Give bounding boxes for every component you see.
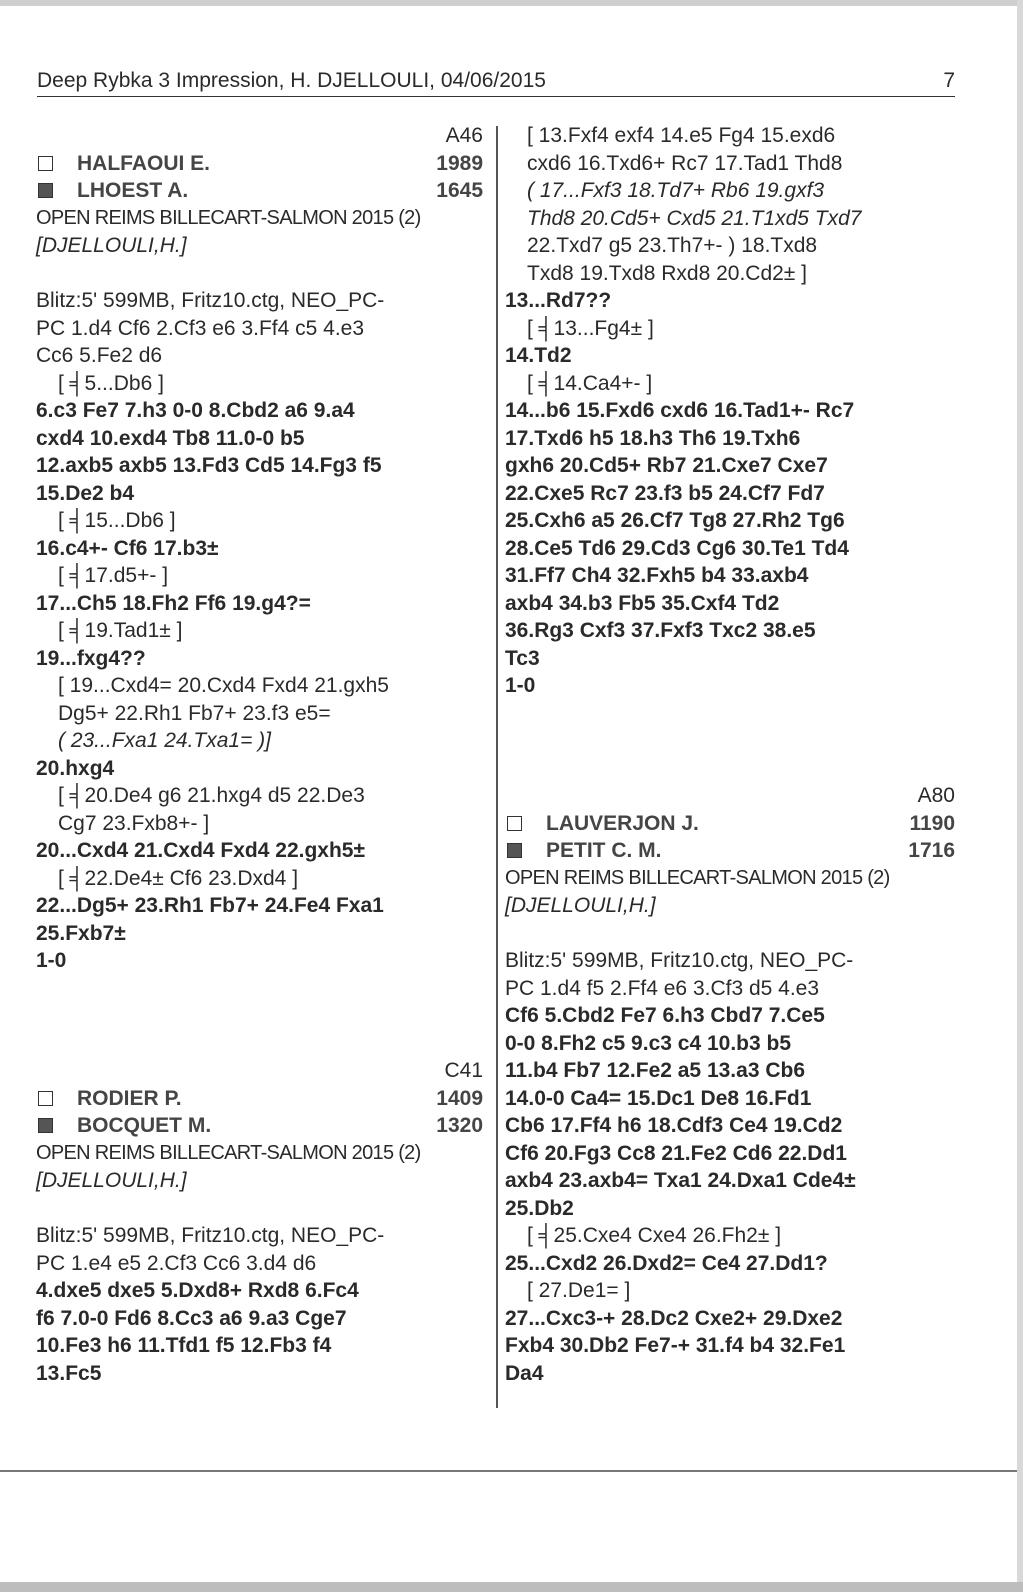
move-line: Cf6 20.Fg3 Cc8 21.Fe2 Cd6 22.Dd1 [505, 1141, 847, 1165]
white-player [36, 1085, 483, 1113]
move-line: PC 1.e4 e5 2.Cf3 Cc6 3.d4 d6 [36, 1251, 317, 1275]
player-name: LAUVERJON J. [546, 811, 699, 835]
black-player [505, 837, 955, 865]
move-line: cxd4 10.exd4 Tb8 11.0-0 b5 [36, 426, 305, 450]
move-line: PC 1.d4 f5 2.Ff4 e6 3.Cf3 d5 4.e3 [505, 976, 820, 1000]
game-block [36, 122, 483, 975]
player-name: BOCQUET M. [77, 1114, 212, 1137]
variation-line: [ ╡25.Cxe4 Cxe4 26.Fh2± ] [527, 1224, 782, 1247]
move-line: 0-0 8.Fh2 c5 9.c3 c4 10.b3 b5 [505, 1031, 792, 1055]
move-line: 10.Fe3 h6 11.Tfd1 f5 12.Fb3 f4 [36, 1334, 332, 1357]
event-name: OPEN REIMS BILLECART-SALMON 2015 (2) [36, 1141, 421, 1164]
player-name: HALFAOUI E. [77, 151, 211, 175]
right-column [505, 122, 955, 1387]
eco-code: C41 [444, 1059, 483, 1082]
move-line: 20...Cxd4 21.Cxd4 Fxd4 22.gxh5± [36, 839, 366, 862]
subvariation-line: Thd8 20.Cd5+ Cxd5 21.T1xd5 Txd7 [527, 206, 862, 230]
move-line: 12.axb5 axb5 13.Fd3 Cd5 14.Fg3 f5 [36, 454, 382, 477]
white-square-icon [38, 1091, 53, 1106]
move-line: Da4 [505, 1361, 544, 1385]
move-line: 28.Ce5 Td6 29.Cd3 Cg6 30.Te1 Td4 [505, 536, 849, 560]
move-line: 25...Cxd2 26.Dxd2= Ce4 27.Dd1? [505, 1251, 828, 1275]
game-block [505, 782, 955, 1387]
move-line: Cf6 5.Cbd2 Fe7 6.h3 Cbd7 7.Ce5 [505, 1004, 825, 1027]
move-line: axb4 23.axb4= Txa1 24.Dxa1 Cde4± [505, 1169, 856, 1192]
event-name: OPEN REIMS BILLECART-SALMON 2015 (2) [36, 206, 421, 229]
variation-line: [ 13.Fxf4 exf4 14.e5 Fg4 15.exd6 [527, 124, 836, 147]
move-line: 14.Td2 [505, 344, 572, 367]
game-continuation [505, 122, 955, 700]
game-result: 1-0 [505, 674, 536, 697]
move-line: 20.hxg4 [36, 756, 115, 780]
move-line: 25.Db2 [505, 1196, 574, 1220]
white-player [505, 810, 955, 838]
black-player [36, 177, 483, 205]
move-line: Cc6 5.Fe2 d6 [36, 344, 163, 367]
scan-edge-right [1017, 0, 1023, 1592]
subvariation-line: ( 23...Fxa1 24.Txa1= )] [58, 729, 272, 752]
move-line: Blitz:5' 599MB, Fritz10.ctg, NEO_PC- [505, 949, 854, 972]
move-line: 22.Cxe5 Rc7 23.f3 b5 24.Cf7 Fd7 [505, 481, 825, 505]
move-line: PC 1.d4 Cf6 2.Cf3 e6 3.Ff4 c5 4.e3 [36, 316, 365, 340]
black-player [36, 1112, 483, 1140]
column-divider [496, 126, 498, 1408]
move-line: 19...fxg4?? [36, 646, 146, 670]
move-line: Blitz:5' 599MB, Fritz10.ctg, NEO_PC- [36, 289, 385, 312]
player-rating: 1645 [436, 179, 483, 202]
move-line: 25.Cxh6 a5 26.Cf7 Tg8 27.Rh2 Tg6 [505, 509, 845, 532]
move-line: Cb6 17.Ff4 h6 18.Cdf3 Ce4 19.Cd2 [505, 1114, 843, 1137]
variation-line: [ ╡5...Db6 ] [58, 371, 164, 395]
variation-line: [ 19...Cxd4= 20.Cxd4 Fxd4 21.gxh5 [58, 674, 389, 697]
white-square-icon [507, 816, 522, 831]
move-line: 17.Txd6 h5 18.h3 Th6 19.Txh6 [505, 426, 801, 450]
move-line: axb4 34.b3 Fb5 35.Cxf4 Td2 [505, 591, 780, 615]
page-header [37, 66, 955, 97]
page-number: 7 [943, 69, 955, 92]
eco-code: A80 [917, 784, 955, 807]
variation-line: [ ╡13...Fg4± ] [527, 316, 654, 340]
white-player [36, 150, 483, 178]
move-line: 13...Rd7?? [505, 289, 612, 312]
black-square-icon [38, 183, 53, 198]
player-rating: 1190 [909, 811, 955, 835]
move-line: Fxb4 30.Db2 Fe7-+ 31.f4 b4 32.Fe1 [505, 1334, 846, 1357]
black-square-icon [38, 1118, 53, 1133]
variation-line: [ ╡20.De4 g6 21.hxg4 d5 22.De3 [58, 784, 365, 807]
player-rating: 1320 [436, 1114, 483, 1137]
move-line: 17...Ch5 18.Fh2 Ff6 19.g4?= [36, 591, 311, 615]
white-square-icon [38, 156, 53, 171]
variation-line: [ ╡19.Tad1± ] [58, 619, 183, 642]
subvariation-line: ( 17...Fxf3 18.Td7+ Rb6 19.gxf3 [527, 179, 825, 202]
scan-edge-bottom [0, 1582, 1023, 1592]
page-bottom-edge [0, 1470, 1017, 1472]
player-name: RODIER P. [77, 1086, 182, 1110]
move-line: 25.Fxb7± [36, 921, 126, 945]
player-rating: 1409 [436, 1086, 483, 1110]
annotator: [DJELLOULI,H.] [36, 234, 187, 257]
move-line: 36.Rg3 Cxf3 37.Fxf3 Txc2 38.e5 [505, 619, 816, 642]
move-line: gxh6 20.Cd5+ Rb7 21.Cxe7 Cxe7 [505, 454, 828, 477]
move-line: 15.De2 b4 [36, 481, 135, 505]
event-name: OPEN REIMS BILLECART-SALMON 2015 (2) [505, 866, 890, 889]
variation-line: Cg7 23.Fxb8+- ] [58, 811, 210, 835]
move-line: 22...Dg5+ 23.Rh1 Fb7+ 24.Fe4 Fxa1 [36, 894, 384, 917]
move-line: 13.Fc5 [36, 1361, 102, 1385]
eco-code: A46 [445, 124, 483, 147]
move-line: 14...b6 15.Fxd6 cxd6 16.Tad1+- Rc7 [505, 399, 855, 422]
variation-line: [ ╡22.De4± Cf6 23.Dxd4 ] [58, 866, 299, 890]
header-title: Deep Rybka 3 Impression, H. DJELLOULI, 04/06/2015 [37, 69, 546, 92]
game-block [36, 1057, 483, 1387]
player-name: LHOEST A. [77, 179, 189, 202]
annotator: [DJELLOULI,H.] [505, 894, 656, 917]
move-line: 11.b4 Fb7 12.Fe2 a5 13.a3 Cb6 [505, 1059, 806, 1082]
variation-line: [ 27.De1= ] [527, 1279, 631, 1302]
player-rating: 1989 [436, 151, 483, 175]
move-line: f6 7.0-0 Fd6 8.Cc3 a6 9.a3 Cge7 [36, 1306, 347, 1330]
variation-line: Dg5+ 22.Rh1 Fb7+ 23.f3 e5= [58, 701, 331, 725]
variation-line: Txd8 19.Txd8 Rxd8 20.Cd2± ] [527, 261, 808, 285]
move-line: Blitz:5' 599MB, Fritz10.ctg, NEO_PC- [36, 1224, 385, 1247]
move-line: 14.0-0 Ca4= 15.Dc1 De8 16.Fd1 [505, 1086, 812, 1110]
player-name: PETIT C. M. [546, 839, 662, 862]
variation-line: [ ╡17.d5+- ] [58, 564, 169, 587]
move-line: 16.c4+- Cf6 17.b3± [36, 536, 219, 560]
move-line: 6.c3 Fe7 7.h3 0-0 8.Cbd2 a6 9.a4 [36, 399, 355, 422]
move-line: Tc3 [505, 646, 540, 670]
left-column [36, 122, 483, 1387]
game-result: 1-0 [36, 949, 67, 972]
variation-line: [ ╡15...Db6 ] [58, 509, 176, 532]
move-line: 31.Ff7 Ch4 32.Fxh5 b4 33.axb4 [505, 564, 809, 587]
variation-line: [ ╡14.Ca4+- ] [527, 371, 653, 395]
move-line: 4.dxe5 dxe5 5.Dxd8+ Rxd8 6.Fc4 [36, 1279, 359, 1302]
player-rating: 1716 [908, 839, 955, 862]
move-line: 27...Cxc3-+ 28.Dc2 Cxe2+ 29.Dxe2 [505, 1306, 843, 1330]
black-square-icon [507, 843, 522, 858]
scan-edge-top [0, 0, 1023, 6]
subvariation-line: 22.Txd7 g5 23.Th7+- ) 18.Txd8 [527, 234, 818, 257]
variation-line: cxd6 16.Txd6+ Rc7 17.Tad1 Thd8 [527, 151, 843, 175]
annotator: [DJELLOULI,H.] [36, 1169, 187, 1192]
